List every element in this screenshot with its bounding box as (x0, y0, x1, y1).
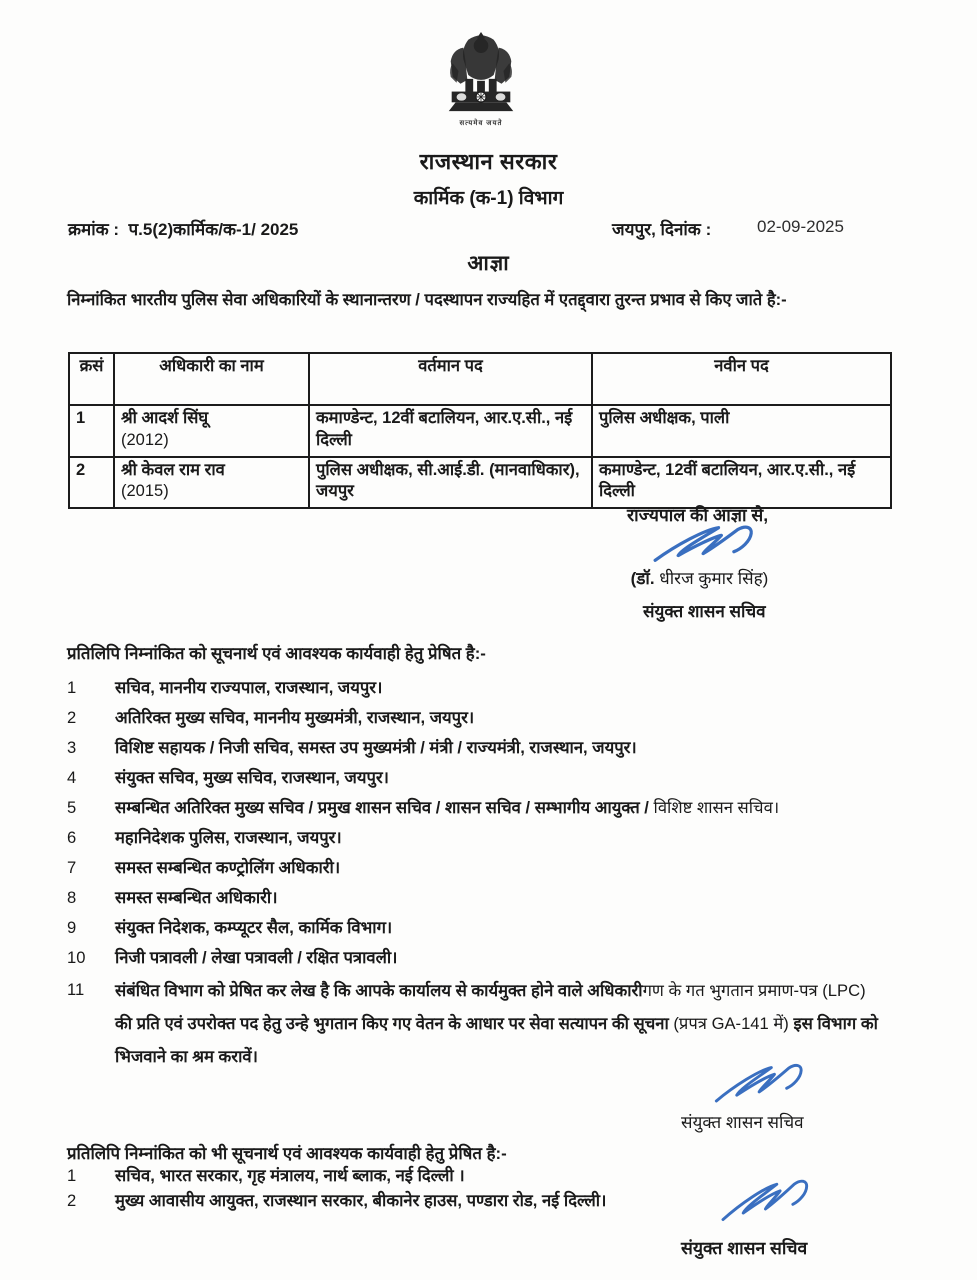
list-item (67, 1188, 767, 1213)
copy-list-heading: प्रतिलिपि निम्नांकित को सूचनार्थ एवं आवश्यक कार्यवाही हेतु प्रेषित है:- (67, 644, 486, 663)
list-item (67, 883, 885, 913)
header-current-post: वर्तमान पद (309, 353, 592, 405)
item-text-light: (प्रपत्र GA-141 में) (673, 1014, 794, 1033)
table-row (69, 457, 891, 509)
copy-list (67, 673, 885, 1073)
by-order-of-governor: राज्यपाल की आज्ञा से, (627, 505, 769, 525)
item-number: 3 (67, 738, 77, 757)
row1-new-post: पुलिस अधीक्षक, पाली (592, 405, 891, 457)
item-text: मुख्य आवासीय आयुक्त, राजस्थान सरकार, बीकानेर हाउस, पण्डारा रोड, नई दिल्ली। (115, 1191, 607, 1210)
signatory-designation: संयुक्त शासन सचिव (643, 602, 766, 621)
item-text (115, 793, 885, 823)
list-item (67, 703, 885, 733)
list-item (67, 973, 885, 1073)
list-item (67, 673, 885, 703)
ashoka-emblem-icon (437, 30, 525, 116)
item-text: महानिदेशक पुलिस, राजस्थान, जयपुर। (115, 828, 342, 847)
signature-1-icon (648, 520, 766, 568)
item-number: 10 (67, 948, 86, 967)
item-text: संयुक्त सचिव, मुख्य सचिव, राजस्थान, जयपुर। (115, 768, 389, 787)
item-text: अतिरिक्त मुख्य सचिव, माननीय मुख्यमंत्री, राजस्थान, जयपुर। (115, 708, 475, 727)
row1-batch-year: (2012) (121, 430, 169, 449)
item-text: निजी पत्रावली / लेखा पत्रावली / रक्षित पत्रावली। (115, 948, 398, 967)
copy-list-2 (67, 1163, 767, 1213)
state-emblem (436, 30, 526, 134)
signatory-name-text: धीरज कुमार सिंह) (659, 569, 769, 588)
item-text-bold: सम्बन्धित अतिरिक्त मुख्य सचिव / प्रमुख शासन सचिव / शासन सचिव / सम्भागीय आयुक्त / (115, 798, 654, 817)
row2-sno: 2 (69, 457, 114, 509)
government-title: राजस्थान सरकार (419, 149, 558, 174)
list-item (67, 1163, 767, 1188)
list-item (67, 733, 885, 763)
list-item (67, 823, 885, 853)
item-text: संयुक्त निदेशक, कम्प्यूटर सैल, कार्मिक विभाग। (115, 918, 393, 937)
signatory-name (592, 566, 807, 589)
row2-batch-year: (2015) (121, 482, 169, 501)
row1-sno: 1 (69, 405, 114, 457)
item-text: सचिव, भारत सरकार, गृह मंत्रालय, नार्थ ब्लाक, नई दिल्ली । (115, 1166, 465, 1185)
signature-3-icon (714, 1171, 822, 1230)
item-number: 8 (67, 888, 77, 907)
row2-current-post: पुलिस अधीक्षक, सी.आई.डी. (मानवाधिकार), जयपुर (309, 457, 592, 509)
row1-current-post: कमाण्डेन्ट, 12वीं बटालियन, आर.ए.सी., नई दिल्ली (309, 405, 592, 457)
place-date-label: जयपुर, दिनांक : (612, 220, 712, 239)
department-title: कार्मिक (क-1) विभाग (413, 188, 564, 209)
order-heading: आज्ञा (467, 252, 510, 275)
row2-officer (114, 457, 309, 509)
signatory-honorific: (डॉ. (630, 569, 660, 588)
header-officer-name: अधिकारी का नाम (114, 353, 309, 405)
item-number: 2 (67, 1191, 77, 1210)
reference-number (68, 217, 298, 240)
row2-new-post: कमाण्डेन्ट, 12वीं बटालियन, आर.ए.सी., नई दिल्ली (592, 457, 891, 509)
row1-officer (114, 405, 309, 457)
item-text: विशिष्ट सहायक / निजी सचिव, समस्त उप मुख्यमंत्री / मंत्री / राज्यमंत्री, राजस्थान, जयपुर। (115, 738, 637, 757)
transfer-table (68, 352, 892, 509)
list-item (67, 793, 885, 823)
list-item (67, 853, 885, 883)
list-item (67, 763, 885, 793)
order-date: 02-09-2025 (757, 217, 844, 236)
item-text-bold: संबंधित विभाग को प्रेषित कर लेख है कि आपके कार्यालय से कार्यमुक्त होने वाले अधिकारी (115, 981, 643, 1000)
signatory-designation-2: संयुक्त शासन सचिव (681, 1113, 804, 1132)
item-number: 1 (67, 1166, 77, 1185)
intro-paragraph: निम्नांकित भारतीय पुलिस सेवा अधिकारियों के स्थानान्तरण / पदस्थापन राज्यहित में एतद्द्वारा तुरन्त प्रभाव से किए जाते है:- (67, 290, 787, 309)
item-number: 2 (67, 708, 77, 727)
row2-officer-name: श्री केवल राम राव (121, 460, 225, 479)
item-text-light: विशिष्ट शासन सचिव। (653, 798, 780, 817)
item-number: 7 (67, 858, 77, 877)
header-new-post: नवीन पद (592, 353, 891, 405)
item-text-bold: की प्रति एवं उपरोक्त पद हेतु उन्हे भुगतान किए गए वेतन के आधार पर सेवा सत्यापन की सूचना (115, 1014, 674, 1033)
item-text-light: गण के गत भुगतान प्रमाण-पत्र (LPC) (642, 981, 866, 1000)
copy-list-2-heading: प्रतिलिपि निम्नांकित को भी सूचनार्थ एवं आवश्यक कार्यवाही हेतु प्रेषित है:- (67, 1144, 507, 1163)
item-text: समस्त सम्बन्धित अधिकारी। (115, 888, 278, 907)
item-number: 5 (67, 798, 77, 817)
table-header-row (69, 353, 891, 405)
header-sno: क्रसं (69, 353, 114, 405)
ref-value: प.5(2)कार्मिक/क-1/ 2025 (128, 220, 299, 239)
list-item (67, 913, 885, 943)
item-number: 6 (67, 828, 77, 847)
item-text (115, 973, 885, 1073)
item-number: 4 (67, 768, 77, 787)
table-row (69, 405, 891, 457)
signatory-designation-3: संयुक्त शासन सचिव (681, 1238, 808, 1258)
list-item (67, 943, 885, 973)
item-number: 11 (67, 980, 85, 999)
row1-officer-name: श्री आदर्श सिंघू (121, 409, 209, 427)
item-text: सचिव, माननीय राज्यपाल, राजस्थान, जयपुर। (115, 678, 383, 697)
ref-label: क्रमांक : (68, 220, 120, 239)
signature-2-icon (709, 1056, 816, 1109)
item-text-bold: इस विभाग को भिजवाने का श्रम करावें। (115, 1014, 878, 1066)
emblem-motto: सत्यमेव जयते (459, 120, 503, 127)
item-number: 1 (67, 678, 77, 697)
item-text: समस्त सम्बन्धित कण्ट्रोलिंग अधिकारी। (115, 858, 341, 877)
item-number: 9 (67, 918, 77, 937)
